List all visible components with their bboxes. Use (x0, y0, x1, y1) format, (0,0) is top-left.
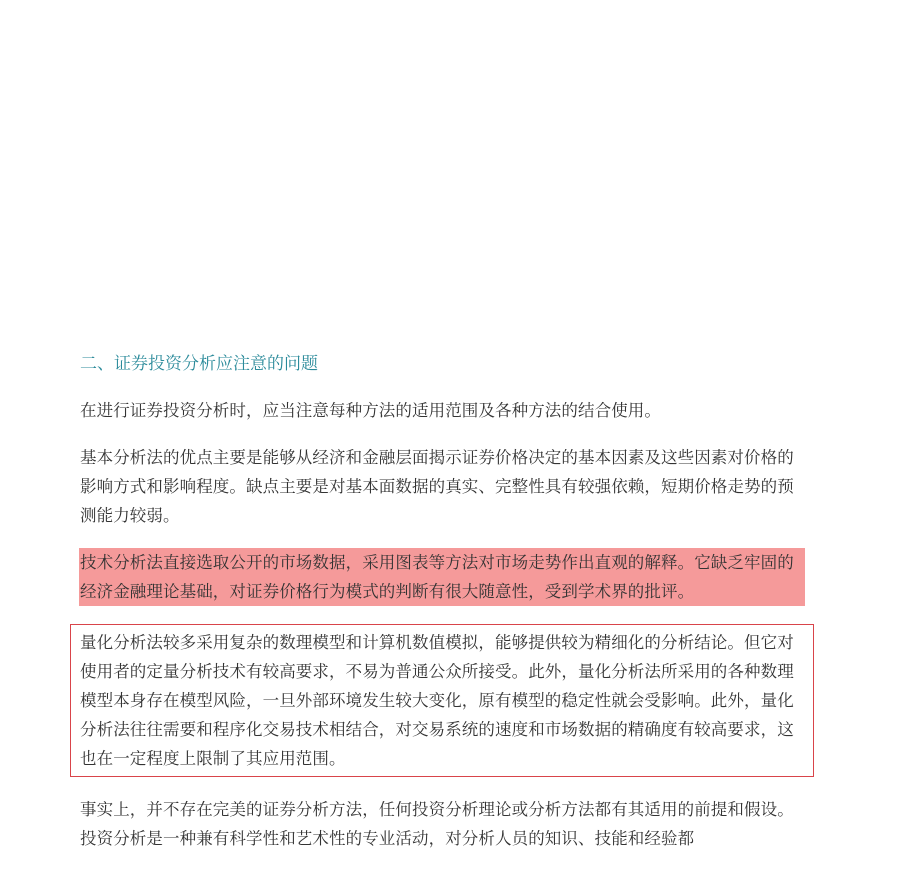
paragraph-fundamental-analysis: 基本分析法的优点主要是能够从经济和金融层面揭示证券价格决定的基本因素及这些因素对价格的影响方式和影响程度。缺点主要是对基本面数据的真实、完整性具有较强依赖，短期价格走势的预测能力较弱。 (80, 448, 794, 525)
paragraph-quantitative-analysis-boxed: 量化分析法较多采用复杂的数理模型和计算机数值模拟，能够提供较为精细化的分析结论。但它对使用者的定量分析技术有较高要求，不易为普通公众所接受。此外，量化分析法所采用的各种数理模型本身存在模型风险，一旦外部环境发生较大变化，原有模型的稳定性就会受影响。此外，量化分析法往往需要和程序化交易技术相结合，对交易系统的速度和市场数据的精确度有较高要求，这也在一定程度上限制了其应用范围。 (70, 624, 814, 777)
paragraph-conclusion: 事实上，并不存在完美的证券分析方法，任何投资分析理论或分析方法都有其适用的前提和假设。投资分析是一种兼有科学性和艺术性的专业活动，对分析人员的知识、技能和经验都 (80, 800, 794, 848)
article-body (80, 350, 804, 871)
section-title: 二、证券投资分析应注意的问题 (80, 354, 318, 374)
paragraph-intro: 在进行证券投资分析时，应当注意每种方法的适用范围及各种方法的结合使用。 (80, 401, 661, 420)
paragraph-technical-analysis-highlighted: 技术分析法直接选取公开的市场数据，采用图表等方法对市场走势作出直观的解释。它缺乏牢固的经济金融理论基础，对证券价格行为模式的判断有很大随意性，受到学术界的批评。 (79, 548, 805, 606)
